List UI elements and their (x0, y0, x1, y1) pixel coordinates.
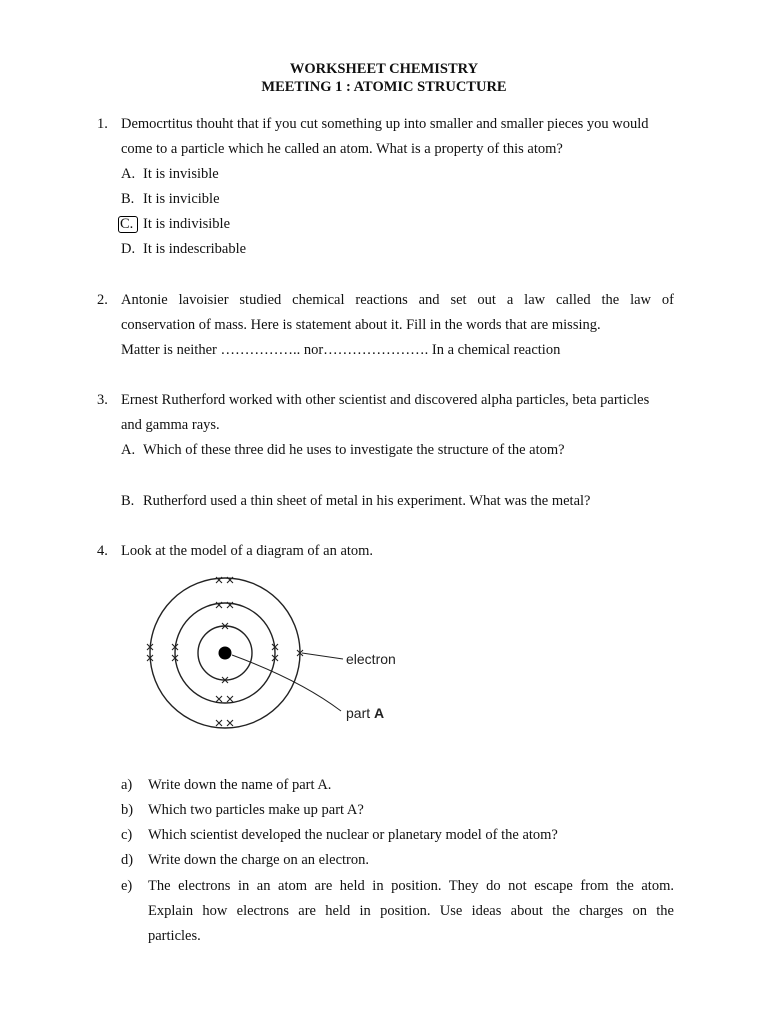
option-text: It is indivisible (143, 216, 230, 232)
option-letter: A. (121, 166, 136, 182)
nucleus (219, 647, 232, 660)
subquestion-d-letter: d) (121, 852, 134, 868)
subquestion-c-text: Which scientist developed the nuclear or planetary model of the atom? (148, 827, 558, 843)
option-text: It is invisible (143, 166, 219, 182)
subquestion-a-text: Write down the name of part A. (148, 777, 332, 793)
electron-label: electron (346, 651, 396, 667)
part-text: Which of these three did he uses to investigate the structure of the atom? (143, 442, 565, 458)
part-letter: B. (121, 493, 135, 509)
part-text: Rutherford used a thin sheet of metal in his experiment. What was the metal? (143, 493, 591, 509)
atom-diagram (140, 570, 420, 735)
worksheet-title: WORKSHEET CHEMISTRY (289, 61, 479, 77)
part-a-letter: A (374, 705, 385, 721)
part-a-label: part A (346, 705, 385, 721)
subquestion-e-text-line-3: particles. (148, 928, 201, 944)
subquestion-d-text: Write down the charge on an electron. (148, 852, 369, 868)
question-1-text-line-2: come to a particle which he called an atom. What is a property of this atom? (121, 141, 563, 157)
subquestion-e-text-line-1: The electrons in an atom are held in position. They do not escape from the atom. (148, 878, 674, 894)
option-letter: D. (121, 241, 136, 257)
part-letter: A. (121, 442, 136, 458)
circled-answer-mark: C. (118, 216, 138, 233)
question-2-fill-in-statement: Matter is neither …………….. nor…………………. In a chemical reaction (121, 342, 561, 358)
question-2-text-line-2: conservation of mass. Here is statement about it. Fill in the words that are missing. (121, 317, 601, 333)
question-1-number: 1. (97, 116, 108, 132)
part-a-pointer-line (232, 655, 341, 711)
option-text: It is indescribable (143, 241, 247, 257)
question-3-part-a (121, 442, 565, 459)
subquestion-e-text-line-2: Explain how electrons are held in position. Use ideas about the charges on the (148, 903, 674, 919)
question-3-number: 3. (97, 392, 108, 408)
subquestion-b-text: Which two particles make up part A? (148, 802, 364, 818)
question-1-option-a (121, 166, 219, 183)
question-3-part-b (121, 493, 591, 510)
question-1-option-d (121, 241, 246, 258)
question-1-option-b (121, 191, 220, 208)
subquestion-b-letter: b) (121, 802, 134, 818)
subquestion-c-letter: c) (121, 827, 133, 843)
question-1-text-line-1: Democrtitus thouht that if you cut something up into smaller and smaller pieces you would (121, 116, 649, 132)
option-letter: B. (121, 191, 135, 207)
subquestion-e-letter: e) (121, 878, 133, 894)
subquestion-a-letter: a) (121, 777, 133, 793)
electron-pointer-line (302, 653, 343, 659)
worksheet-subtitle: MEETING 1 : ATOMIC STRUCTURE (261, 79, 507, 95)
question-4-number: 4. (97, 543, 108, 559)
question-3-text-line-1: Ernest Rutherford worked with other scientist and discovered alpha particles, beta particles (121, 392, 650, 408)
question-2-number: 2. (97, 292, 108, 308)
question-3-text-line-2: and gamma rays. (121, 417, 220, 433)
question-2-text-line-1: Antonie lavoisier studied chemical reactions and set out a law called the law of (121, 292, 674, 308)
option-text: It is invicible (143, 191, 220, 207)
question-1-option-c (121, 216, 230, 233)
question-4-text: Look at the model of a diagram of an atom. (121, 543, 374, 559)
